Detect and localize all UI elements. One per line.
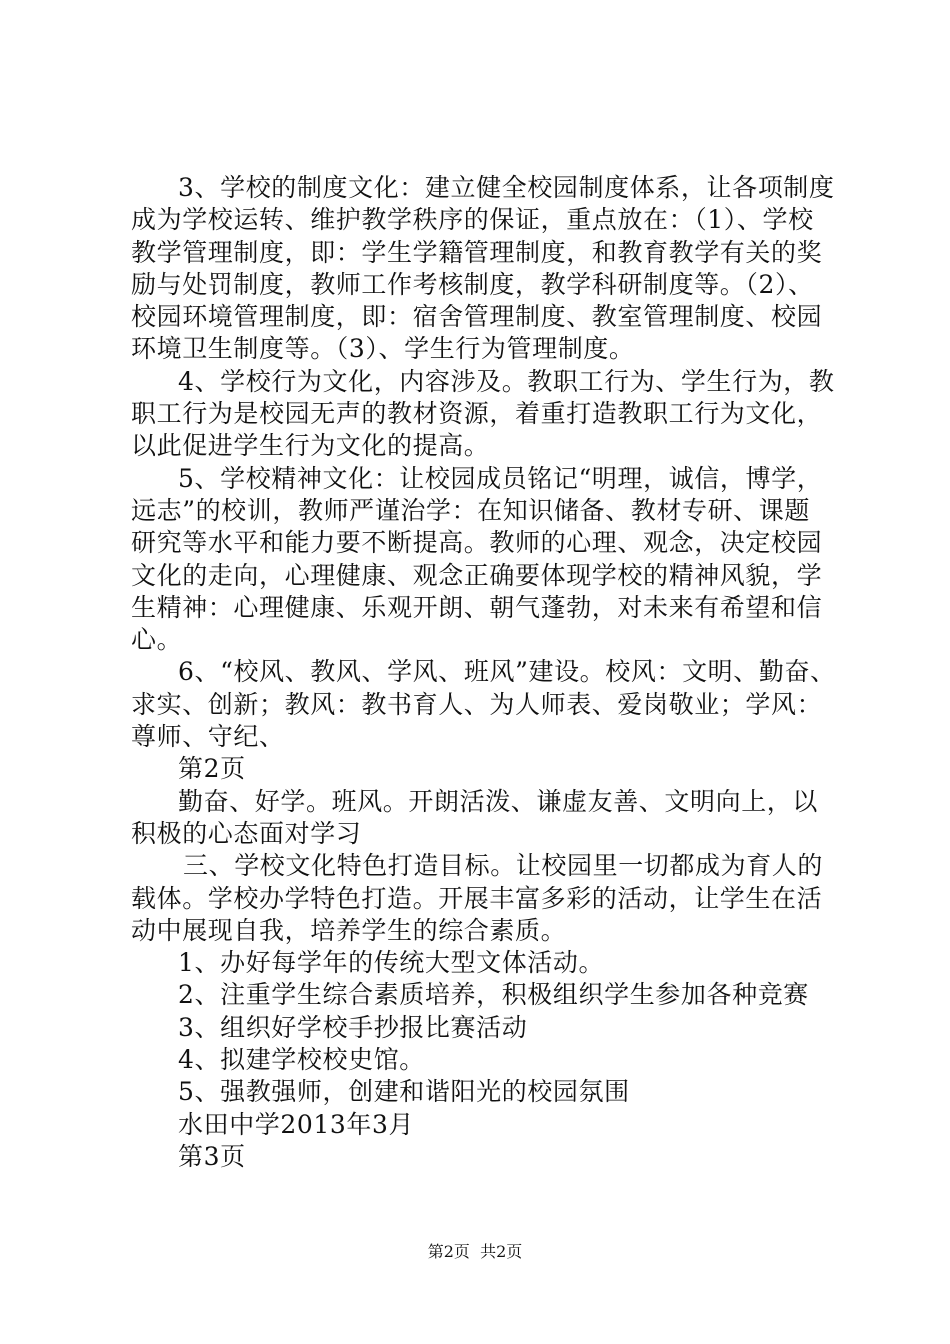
- page-marker: 第3页: [178, 1141, 246, 1171]
- text-line: 3、学校的制度文化：建立健全校园制度体系，让各项制度: [178, 173, 835, 202]
- text-line: 5、学校精神文化：让校园成员铭记“明理，诚信，博学，: [178, 463, 823, 493]
- list-item: 2、注重学生综合素质培养，积极组织学生参加各种竞赛: [178, 980, 809, 1010]
- document-body: [131, 172, 851, 1173]
- text-line: 心。: [131, 625, 183, 655]
- page-marker: 第2页: [178, 754, 246, 784]
- text-line: 载体。学校办学特色打造。开展丰富多彩的活动，让学生在活: [131, 883, 823, 913]
- text-line: 远志”的校训，教师严谨治学：在知识储备、教材专研、课题: [131, 495, 810, 525]
- text-line: 勤奋、好学。班风。开朗活泼、谦虚友善、文明向上，以: [178, 786, 819, 816]
- page-indicator: 第2页 共2页: [427, 1242, 523, 1261]
- text-line: 教学管理制度，即：学生学籍管理制度，和教育教学有关的奖: [131, 237, 823, 267]
- text-line: 职工行为是校园无声的教材资源，着重打造教职工行为文化，: [131, 399, 823, 429]
- text-line: 成为学校运转、维护教学秩序的保证，重点放在：（1）、学校: [131, 205, 814, 235]
- list-item: 4、拟建学校校史馆。: [178, 1045, 425, 1075]
- text-line: 动中展现自我，培养学生的综合素质。: [131, 915, 567, 945]
- list-item: 5、强教强师，创建和谐阳光的校园氛围: [178, 1077, 630, 1107]
- list-item: 1、办好每学年的传统大型文体活动。: [178, 948, 605, 978]
- section-heading: 三、学校文化特色打造目标。让校园里一切都成为育人的: [183, 851, 824, 881]
- text-line: 4、学校行为文化，内容涉及。教职工行为、学生行为，教: [178, 366, 835, 396]
- text-line: 积极的心态面对学习: [131, 818, 362, 848]
- text-line: 以此促进学生行为文化的提高。: [131, 431, 490, 461]
- text-line: 求实、创新；教风：教书育人、为人师表、爱岗敬业；学风：: [131, 689, 823, 719]
- list-item: 3、组织好学校手抄报比赛活动: [178, 1012, 528, 1042]
- text-line: 生精神：心理健康、乐观开朗、朝气蓬勃，对未来有希望和信: [131, 592, 823, 622]
- text-line: 励与处罚制度，教师工作考核制度，教学科研制度等。（2）、: [131, 269, 814, 299]
- text-line: 校园环境管理制度，即：宿舍管理制度、教室管理制度、校园: [131, 302, 823, 332]
- text-line: 6、“校风、教风、学风、班风”建设。校风：文明、勤奋、: [178, 657, 836, 687]
- text-line: 环境卫生制度等。（3）、学生行为管理制度。: [131, 334, 635, 364]
- text-line: 尊师、守纪、: [131, 722, 285, 752]
- page-footer: [0, 1240, 950, 1264]
- signature-line: 水田中学2013年3月: [178, 1109, 415, 1139]
- text-line: 研究等水平和能力要不断提高。教师的心理、观念，决定校园: [131, 528, 823, 558]
- text-line: 文化的走向，心理健康、观念正确要体现学校的精神风貌，学: [131, 560, 823, 590]
